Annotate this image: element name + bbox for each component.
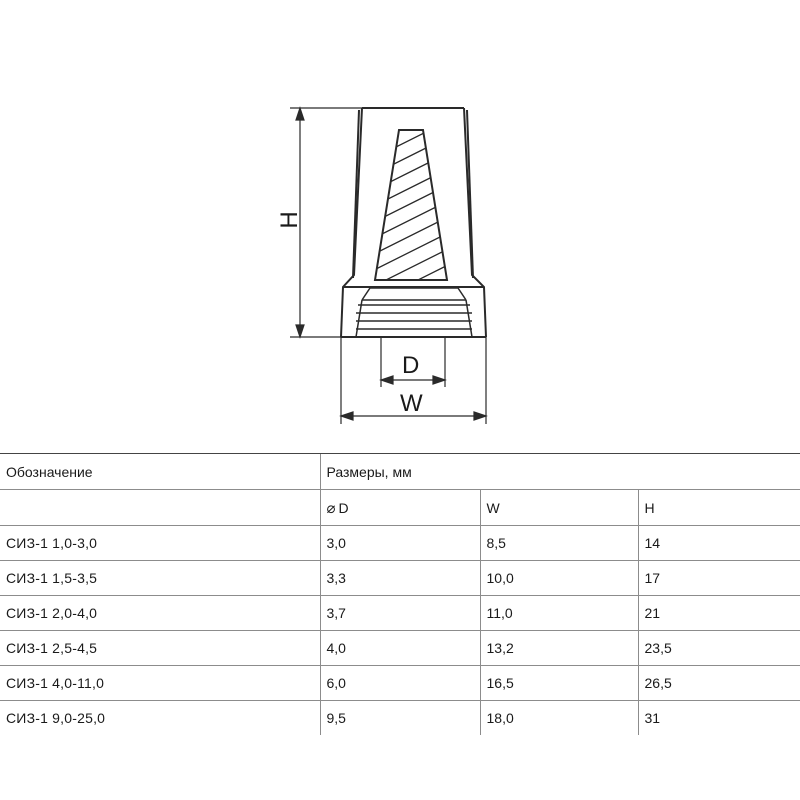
height-cell: 17 [638,561,800,596]
diameter-cell: 9,5 [320,701,480,736]
diameter-label: D [402,352,420,379]
height-header: H [638,490,800,526]
diameter-cell: 3,0 [320,526,480,561]
width-cell: 18,0 [480,701,638,736]
diameter-cell: 3,7 [320,596,480,631]
designation-header: Обозначение [0,454,320,490]
designation-cell: СИЗ-1 1,0-3,0 [0,526,320,561]
table-subheader-row [0,490,800,526]
width-cell: 11,0 [480,596,638,631]
width-cell: 13,2 [480,631,638,666]
diameter-symbol-icon: ⌀ [326,499,336,517]
height-cell: 26,5 [638,666,800,701]
designation-cell: СИЗ-1 2,5-4,5 [0,631,320,666]
diameter-cell: 3,3 [320,561,480,596]
table-header-row [0,454,800,490]
width-header: W [480,490,638,526]
height-cell: 14 [638,526,800,561]
designation-cell: СИЗ-1 2,0-4,0 [0,596,320,631]
table-row [0,526,800,561]
table-row [0,666,800,701]
table-row [0,631,800,666]
width-cell: 8,5 [480,526,638,561]
dimensions-header: Размеры, мм [320,454,800,490]
diameter-header-label: D [338,499,349,516]
spec-table [0,453,800,735]
designation-cell: СИЗ-1 4,0-11,0 [0,666,320,701]
width-cell: 10,0 [480,561,638,596]
height-label: H [276,211,303,229]
width-label: W [400,390,423,417]
designation-subheader-empty [0,490,320,526]
width-cell: 16,5 [480,666,638,701]
threaded-cone [370,125,450,304]
diameter-header [320,490,480,526]
designation-cell: СИЗ-1 9,0-25,0 [6,710,106,726]
height-cell: 23,5 [638,631,800,666]
designation-cell: СИЗ-1 1,5-3,5 [0,561,320,596]
diameter-cell: 4,0 [320,631,480,666]
ribbed-base [356,288,472,337]
diameter-cell: 6,0 [320,666,480,701]
height-cell: 21 [638,596,800,631]
height-cell: 31 [638,701,800,736]
table-row [0,701,800,736]
table-row [0,561,800,596]
cap-outline [341,108,486,337]
table-row [0,596,800,631]
